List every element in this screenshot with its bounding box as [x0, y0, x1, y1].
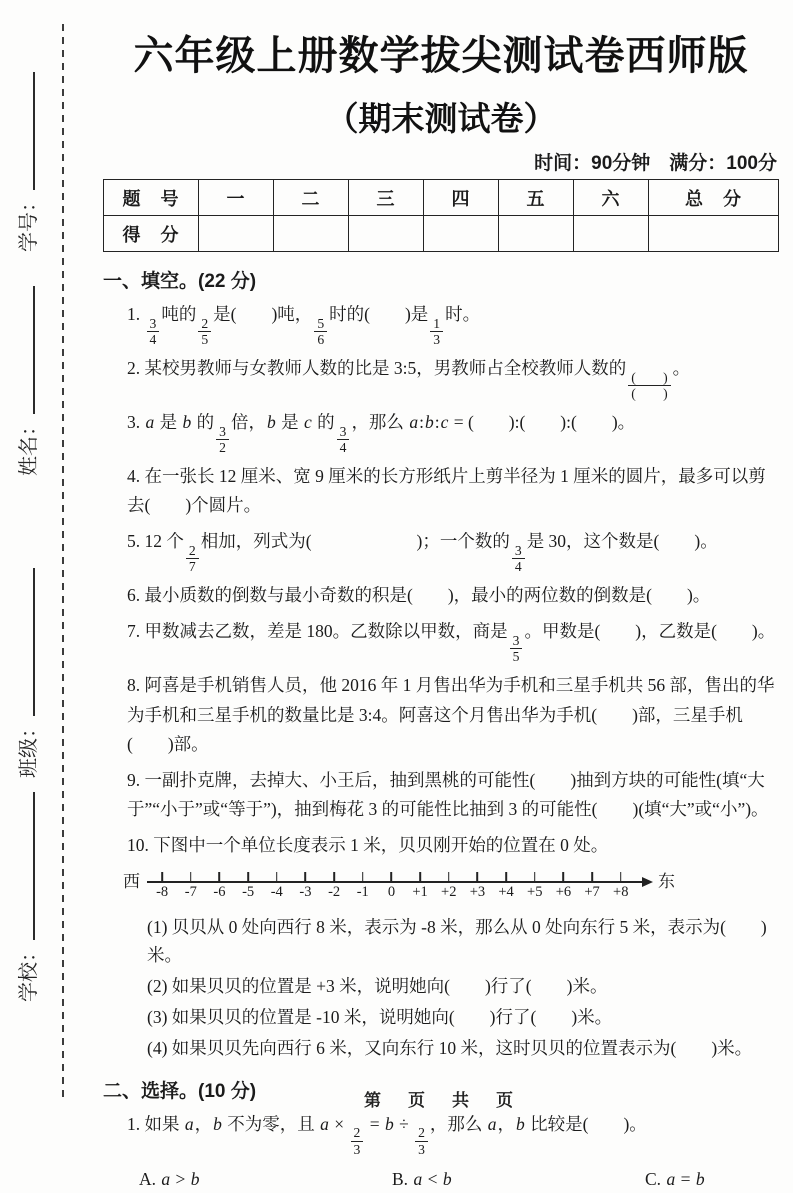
name-label: 姓名： — [18, 416, 40, 476]
header-part-4: 四 — [424, 180, 499, 216]
class-label: 班级： — [18, 718, 40, 778]
seal-field-school — [16, 792, 42, 1002]
score-cell-empty — [349, 216, 424, 252]
question-8: 8. 阿喜是手机销售人员，他 2016 年 1 月售出华为手机和三星手机共 56 部，售出的华为手机和三星手机的数量比是 3:4。阿喜这个月售出华为手机( )部，三星手机( )部。 — [127, 675, 775, 754]
score-cell-empty — [199, 216, 274, 252]
number-line — [123, 868, 675, 910]
page-footer: 第 页 共 页 — [364, 1091, 518, 1110]
score-cell-empty — [274, 216, 349, 252]
score-cell-empty — [499, 216, 574, 252]
question-9: 9. 一副扑克牌，去掉大、小王后，抽到黑桃的可能性( )抽到方块的可能性(填“大于”“小于”或“等于”)，抽到梅花 3 的可能性比抽到 3 的可能性( )(填“大”或“小”)。 — [127, 769, 769, 819]
option-c: C. a = b — [645, 1168, 705, 1189]
seal-field-student-id — [16, 72, 42, 252]
score-table — [103, 179, 779, 252]
header-question-number: 题 号 — [104, 180, 199, 216]
question-10: 10. 下图中一个单位长度表示 1 米，贝贝刚开始的位置在 0 处。 — [127, 834, 609, 855]
section-heading-fill-in: 一、填空。(22 分) — [103, 271, 257, 292]
sub-question-2: (2) 如果贝贝的位置是 +3 米，说明她向( )行了( )米。 — [147, 975, 608, 996]
question-5: 5. 12 个 $\frac{2}{7}$ 相加，列式为( )；一个数的 $\frac{3}{4}$ 是 30，这个数是( )。 — [127, 531, 718, 575]
exam-meta: 时间：90分钟 满分：100分 — [534, 153, 777, 174]
score-cell-empty — [424, 216, 499, 252]
sub-question-4: (4) 如果贝贝先向西行 6 米，又向东行 10 米，这时贝贝的位置表示为( )米。 — [147, 1037, 753, 1058]
exam-paper — [103, 0, 779, 1193]
question-1: 1. $\frac{3}{4}$ 吨的 $\frac{2}{5}$ 是( )吨， $\frac{5}{6}$ 时的( )是 $\frac{1}{3}$ 时。 — [127, 304, 481, 347]
class-blank-line — [17, 568, 35, 716]
question-4: 4. 在一张长 12 厘米、宽 9 厘米的长方形纸片上剪半径为 1 厘米的圆片，最多可以剪去( )个圆片。 — [127, 466, 766, 516]
student-id-blank-line — [17, 72, 35, 190]
section-heading-choice: 二、选择。(10 分) — [103, 1080, 257, 1102]
score-cell-empty — [649, 216, 779, 252]
header-part-5: 五 — [499, 180, 574, 216]
score-table-header-row — [104, 180, 779, 216]
question-2: 2. 某校男教师与女教师人数的比是 3:5，男教师占全校教师人数的 $\frac{( )}{( )}$ 。 — [127, 358, 691, 401]
header-part-2: 二 — [274, 180, 349, 216]
number-line-track: -8 -7 -6 -5 -4 -3 -2 -1 0 +1 +2 +3 +4 +5 +6 +7 +8 — [147, 868, 651, 910]
choice-question-1: 1. 如果 a，b 不为零，且 a × $\frac{2}{3}$ = b ÷ $\frac{2}{3}$ ，那么 a，b 比较是( )。 — [127, 1113, 647, 1157]
option-a: A. a > b — [139, 1168, 200, 1189]
school-label: 学校： — [18, 942, 40, 1002]
school-blank-line — [17, 792, 35, 940]
number-line-axis — [147, 881, 647, 883]
choice-options — [103, 1165, 779, 1193]
option-b: B. a < b — [392, 1168, 452, 1189]
name-blank-line — [17, 286, 35, 414]
student-id-label: 学号： — [18, 192, 40, 252]
header-part-1: 一 — [199, 180, 274, 216]
score-cell-empty — [574, 216, 649, 252]
number-line-east-label: 东 — [658, 871, 675, 891]
question-3: 3. a 是 b 的 $\frac{3}{2}$ 倍，b 是 c 的 $\frac{3}{4}$ ，那么 a:b:c = ( ):( ):( )。 — [127, 412, 636, 455]
sub-question-3: (3) 如果贝贝的位置是 -10 米，说明她向( )行了( )米。 — [147, 1006, 613, 1027]
score-row-label: 得 分 — [104, 216, 199, 252]
seal-field-name — [16, 286, 42, 476]
header-part-6: 六 — [574, 180, 649, 216]
header-part-3: 三 — [349, 180, 424, 216]
question-7: 7. 甲数减去乙数，差是 180。乙数除以甲数，商是 $\frac{3}{5}$ 。甲数是( )，乙数是( )。 — [127, 621, 776, 665]
question-6: 6. 最小质数的倒数与最小奇数的积是( )，最小的两位数的倒数是( )。 — [127, 585, 711, 606]
seal-dashed-line — [62, 24, 64, 1102]
sub-question-1: (1) 贝贝从 0 处向西行 8 米，表示为 -8 米，那么从 0 处向东行 5 米，表示为( )米。 — [147, 916, 767, 965]
score-table-score-row — [104, 216, 779, 252]
page-title: 六年级上册数学拔尖测试卷西师版 — [133, 34, 749, 78]
page-subtitle: （期末测试卷） — [325, 100, 557, 137]
number-line-arrow-icon — [642, 877, 653, 887]
header-total: 总 分 — [649, 180, 779, 216]
seal-field-class — [16, 568, 42, 778]
number-line-west-label: 西 — [123, 871, 140, 891]
